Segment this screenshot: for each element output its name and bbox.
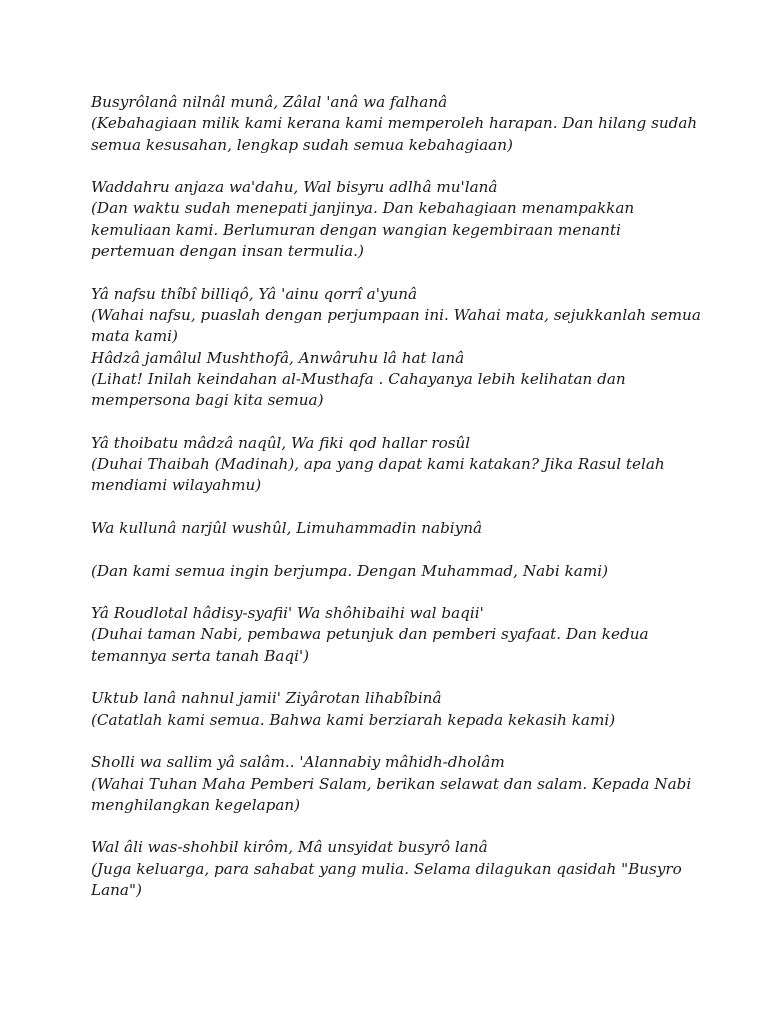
text-line: temannya serta tanah Baqi') xyxy=(91,646,310,665)
stanza-gap xyxy=(91,731,691,752)
text-line: semua kesusahan, lengkap sudah semua kebahagiaan) xyxy=(91,135,513,154)
text-line: (Juga keluarga, para sahabat yang mulia. Selama dilagukan qasidah "Busyro xyxy=(91,859,682,878)
stanza-gap xyxy=(91,582,691,603)
text-line: (Wahai Tuhan Maha Pemberi Salam, berikan selawat dan salam. Kepada Nabi xyxy=(91,774,692,793)
text-line: (Dan kami semua ingin berjumpa. Dengan Muhammad, Nabi kami) xyxy=(91,561,609,580)
text-line: Lana") xyxy=(91,880,142,899)
text-line: Wa kullunâ narjûl wushûl, Limuhammadin nabiynâ xyxy=(91,518,483,537)
text-line: pertemuan dengan insan termulia.) xyxy=(91,242,364,261)
text-line: Sholli wa sallim yâ salâm.. 'Alannabiy mâhidh-dholâm xyxy=(91,753,505,772)
text-line: (Dan waktu sudah menepati janjinya. Dan kebahagiaan menampakkan xyxy=(91,199,635,218)
text-line: Yâ Roudlotal hâdisy-syafii' Wa shôhibaihi wal baqii' xyxy=(91,604,484,623)
lyrics-text xyxy=(91,92,701,901)
text-line: (Wahai nafsu, puaslah dengan perjumpaan ini. Wahai mata, sejukkanlah semua xyxy=(91,305,701,324)
stanza-gap xyxy=(91,262,691,283)
text-line: Yâ thoibatu mâdzâ naqûl, Wa fiki qod hallar rosûl xyxy=(91,433,471,452)
text-line: Yâ nafsu thîbî billiqô, Yâ 'ainu qorrî a'yunâ xyxy=(91,284,418,303)
text-line: mendiami wilayahmu) xyxy=(91,476,262,495)
text-line: Hâdzâ jamâlul Mushthofâ, Anwâruhu lâ hat lanâ xyxy=(91,348,465,367)
stanza-gap xyxy=(91,156,691,177)
text-line: (Kebahagiaan milik kami kerana kami memperoleh harapan. Dan hilang sudah xyxy=(91,114,698,133)
text-line: Waddahru anjaza wa'dahu, Wal bisyru adlhâ mu'lanâ xyxy=(91,178,498,197)
stanza-gap xyxy=(91,667,691,688)
text-line: menghilangkan kegelapan) xyxy=(91,795,301,814)
stanza-gap xyxy=(91,497,691,518)
text-line: (Duhai Thaibah (Madinah), apa yang dapat kami katakan? Jika Rasul telah xyxy=(91,455,665,474)
stanza-gap xyxy=(91,539,691,560)
text-line: Wal âli was-shohbil kirôm, Mâ unsyidat busyrô lanâ xyxy=(91,838,488,857)
text-line: kemuliaan kami. Berlumuran dengan wangian kegembiraan menanti xyxy=(91,220,621,239)
stanza-gap xyxy=(91,411,691,432)
stanza-gap xyxy=(91,816,691,837)
text-line: Uktub lanâ nahnul jamii' Ziyârotan lihabîbinâ xyxy=(91,689,442,708)
text-line: (Catatlah kami semua. Bahwa kami berziarah kepada kekasih kami) xyxy=(91,710,616,729)
text-line: (Lihat! Inilah keindahan al-Musthafa . Cahayanya lebih kelihatan dan xyxy=(91,369,626,388)
text-line: mempersona bagi kita semua) xyxy=(91,391,324,410)
text-line: mata kami) xyxy=(91,327,178,346)
text-line: Busyrôlanâ nilnâl munâ, Zâlal 'anâ wa falhanâ xyxy=(91,93,448,111)
text-line: (Duhai taman Nabi, pembawa petunjuk dan pemberi syafaat. Dan kedua xyxy=(91,625,649,644)
